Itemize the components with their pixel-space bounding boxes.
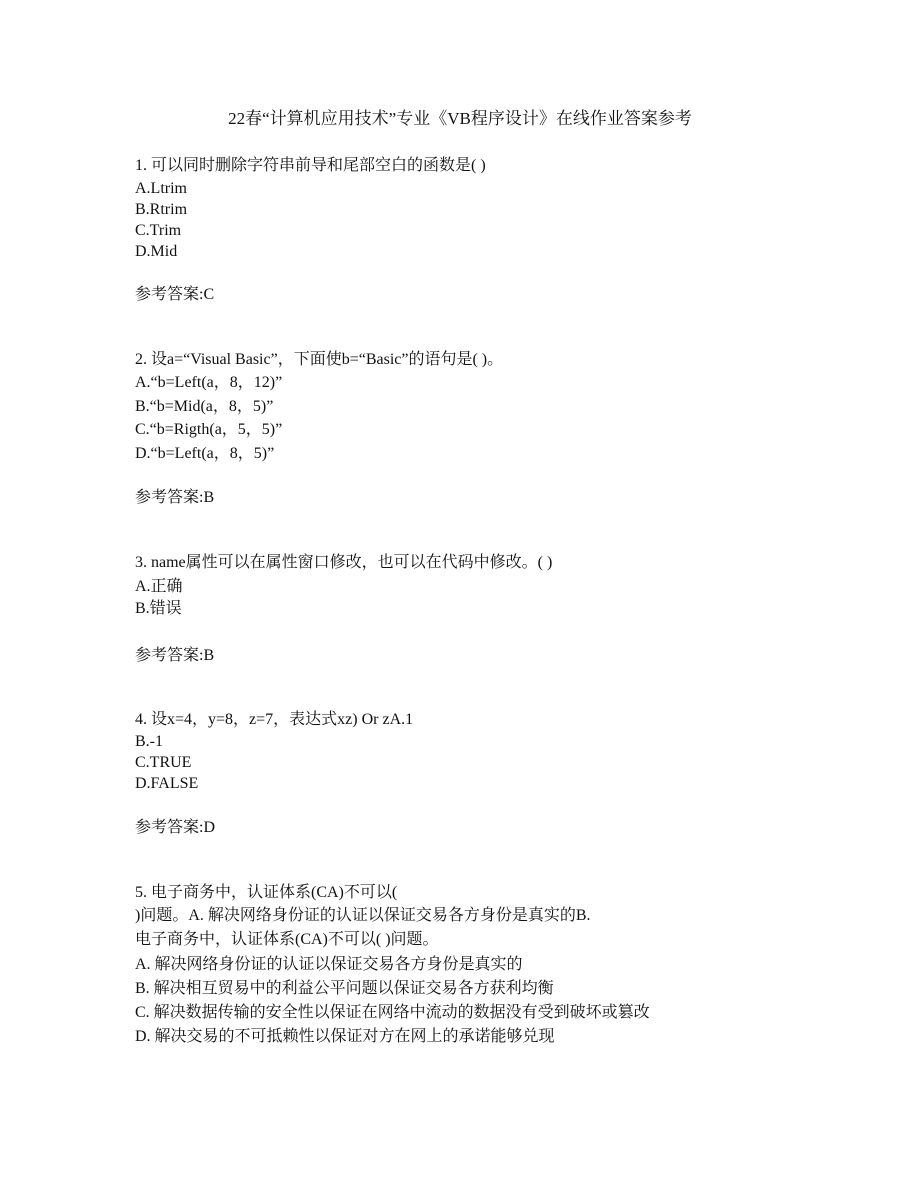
question-1-option-b: B.Rtrim [135, 201, 188, 218]
question-5-option-a: A. 解决网络身份证的认证以保证交易各方身份是真实的 [135, 956, 523, 973]
question-1-option-c: C.Trim [135, 222, 182, 239]
question-3-option-b: B.错误 [135, 600, 182, 617]
question-4-stem: 4. 设x=4，y=8，z=7，表达式xz) Or zA.1 [135, 711, 414, 728]
question-5-option-d: D. 解决交易的不可抵赖性以保证对方在网上的承诺能够兑现 [135, 1028, 555, 1045]
question-2-option-a: A.“b=Left(a，8，12)” [135, 374, 283, 391]
question-1-option-a: A.Ltrim [135, 180, 187, 197]
question-5-option-c: C. 解决数据传输的安全性以保证在网络中流动的数据没有受到破坏或篡改 [135, 1004, 650, 1021]
question-2-option-c: C.“b=Rigth(a，5，5)” [135, 421, 283, 438]
question-2-answer: 参考答案:B [135, 489, 215, 506]
question-2-option-b: B.“b=Mid(a，8，5)” [135, 398, 274, 415]
question-4-answer: 参考答案:D [135, 819, 216, 836]
question-5-stem-line-2: )问题。A. 解决网络身份证的认证以保证交易各方身份是真实的B. [135, 907, 591, 924]
question-4-option-b: B.-1 [135, 733, 163, 750]
question-3-option-a: A.正确 [135, 578, 183, 595]
question-1-answer: 参考答案:C [135, 286, 215, 303]
question-2-stem: 2. 设a=“Visual Basic”，下面使b=“Basic”的语句是( )。 [135, 351, 504, 368]
question-5-option-b: B. 解决相互贸易中的利益公平问题以保证交易各方获利均衡 [135, 980, 554, 997]
question-5-stem-line-1: 5. 电子商务中，认证体系(CA)不可以( [135, 884, 398, 901]
document-title: 22春“计算机应用技术”专业《VB程序设计》在线作业答案参考 [228, 109, 692, 128]
question-1-stem: 1. 可以同时删除字符串前导和尾部空白的函数是( ) [135, 157, 486, 174]
question-5-stem-line-3: 电子商务中，认证体系(CA)不可以( )问题。 [135, 931, 439, 948]
question-4-option-c: C.TRUE [135, 754, 192, 771]
question-4-option-d: D.FALSE [135, 775, 199, 792]
question-3-stem: 3. name属性可以在属性窗口修改，也可以在代码中修改。( ) [135, 554, 553, 571]
question-1-option-d: D.Mid [135, 243, 178, 260]
question-2-option-d: D.“b=Left(a，8，5)” [135, 445, 275, 462]
question-3-answer: 参考答案:B [135, 647, 215, 664]
